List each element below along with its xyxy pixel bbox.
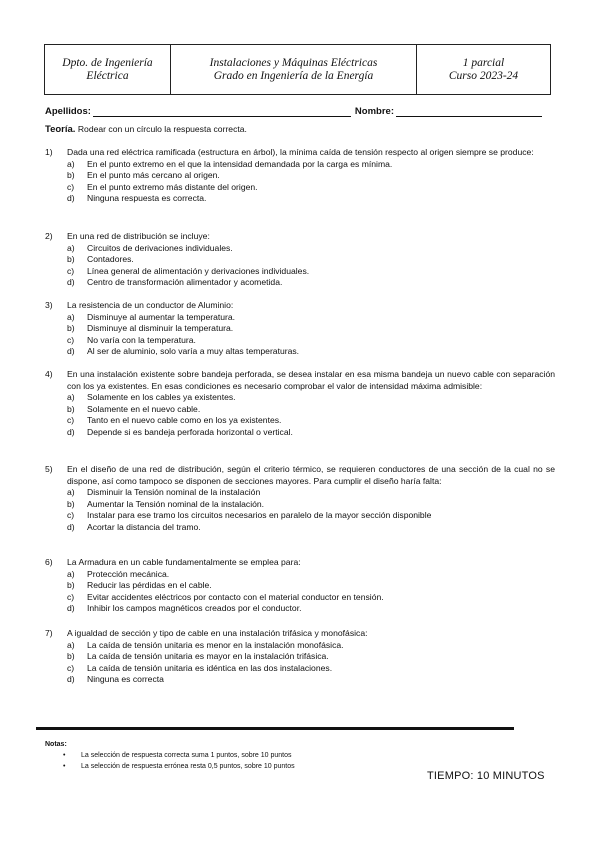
option-letter: b)	[67, 254, 75, 265]
answer-option[interactable]	[67, 312, 555, 324]
option-text: Línea general de alimentación y derivaciones individuales.	[87, 265, 310, 276]
option-letter: b)	[67, 580, 75, 591]
department-line-2: Eléctrica	[86, 69, 129, 82]
bullet-icon: •	[63, 763, 66, 770]
option-text: Solamente en el nuevo cable.	[87, 403, 201, 414]
course-cell	[171, 45, 417, 94]
option-text: En el punto extremo más distante del origen.	[87, 181, 258, 192]
answer-option[interactable]	[67, 510, 555, 522]
option-letter: d)	[67, 603, 75, 614]
question-3	[45, 300, 555, 358]
option-text: Circuitos de derivaciones individuales.	[87, 242, 233, 253]
option-text: Tanto en el nuevo cable como en los ya existentes.	[87, 415, 282, 426]
option-text: Disminuye al aumentar la temperatura.	[87, 311, 236, 322]
question-number: 6)	[45, 557, 53, 567]
answer-option[interactable]	[67, 266, 555, 278]
note-text: La selección de respuesta errónea resta 0,5 puntos, sobre 10 puntos	[81, 763, 295, 770]
surname-label: Apellidos:	[45, 106, 91, 117]
question-text: En el diseño de una red de distribución, según el criterio térmico, se requieren conductores de una sección de la cual no se dispone, así como tampoco se disponen de secciones mayores. Para cumplir el diseño haría falta:	[67, 464, 555, 486]
exam-cell	[417, 45, 550, 94]
question-text: En una instalación existente sobre bandeja perforada, se desea instalar en esa misma bandeja un nuevo cable con separación con los ya existentes. En esas condiciones es necesario comprobar el valor de intensidad máxima admisible:	[67, 369, 555, 391]
question-text: La Armadura en un cable fundamentalmente se emplea para:	[67, 557, 301, 567]
question-text: A igualdad de sección y tipo de cable en una instalación trifásica y monofásica:	[67, 628, 368, 638]
option-text: Solamente en los cables ya existentes.	[87, 392, 236, 403]
answer-option[interactable]	[67, 254, 555, 266]
exam-header	[44, 44, 551, 95]
question-text: En una red de distribución se incluye:	[67, 231, 210, 241]
question-6	[45, 557, 555, 615]
option-letter: c)	[67, 334, 75, 345]
option-text: Disminuir la Tensión nominal de la instalación	[87, 487, 261, 498]
answer-option[interactable]	[67, 323, 555, 335]
option-text: Aumentar la Tensión nominal de la instalación.	[87, 498, 265, 509]
answer-option[interactable]	[67, 243, 555, 255]
answer-option[interactable]	[67, 404, 555, 416]
question-number: 4)	[45, 369, 53, 379]
answer-option[interactable]	[67, 277, 555, 289]
answer-option[interactable]	[67, 522, 555, 534]
note-text: La selección de respuesta correcta suma 1 puntos, sobre 10 puntos	[81, 752, 292, 759]
option-text: La caída de tensión unitaria es idéntica en las dos instalaciones.	[87, 662, 333, 673]
option-text: Instalar para ese tramo los circuitos necesarios en paralelo de la mayor sección disponible	[87, 510, 432, 521]
option-letter: c)	[67, 510, 75, 521]
department-cell	[45, 45, 171, 94]
option-text: Inhibir los campos magnéticos creados por el conductor.	[87, 603, 302, 614]
option-letter: a)	[67, 639, 75, 650]
answer-option[interactable]	[67, 335, 555, 347]
option-letter: a)	[67, 392, 75, 403]
option-letter: b)	[67, 651, 75, 662]
option-text: Ninguna es correcta	[87, 674, 164, 685]
question-text: Dada una red eléctrica ramificada (estructura en árbol), la mínima caída de tensión respecto al origen siempre se produce:	[67, 147, 534, 157]
exam-line-2: Curso 2023-24	[448, 69, 519, 82]
question-5	[45, 464, 555, 534]
question-number: 3)	[45, 300, 53, 310]
option-letter: c)	[67, 662, 75, 673]
option-letter: d)	[67, 277, 75, 288]
answer-option[interactable]	[67, 159, 555, 171]
theory-instruction-text: Rodear con un círculo la respuesta correcta.	[77, 124, 247, 134]
option-text: Reducir las pérdidas en el cable.	[87, 580, 212, 591]
theory-instruction	[45, 124, 247, 135]
option-text: Protección mecánica.	[87, 568, 170, 579]
answer-option[interactable]	[67, 499, 555, 511]
question-text: La resistencia de un conductor de Aluminio:	[67, 300, 234, 310]
option-text: En el punto extremo en el que la intensidad demandada por la carga es mínima.	[87, 158, 393, 169]
bullet-icon: •	[63, 752, 66, 759]
question-number: 2)	[45, 231, 53, 241]
answer-option[interactable]	[67, 392, 555, 404]
option-text: La caída de tensión unitaria es menor en la instalación monofásica.	[87, 639, 344, 650]
option-letter: d)	[67, 193, 75, 204]
course-line-2: Grado en Ingeniería de la Energía	[213, 69, 374, 82]
answer-option[interactable]	[67, 663, 555, 675]
option-text: Contadores.	[87, 254, 134, 265]
department-line-1: Dpto. de Ingeniería	[62, 56, 153, 69]
course-line-1: Instalaciones y Máquinas Eléctricas	[209, 56, 378, 69]
option-letter: b)	[67, 323, 75, 334]
answer-option[interactable]	[67, 182, 555, 194]
student-name-row	[45, 103, 550, 117]
option-text: Depende si es bandeja perforada horizontal o vertical.	[87, 426, 293, 437]
option-text: Centro de transformación alimentador y acometida.	[87, 277, 283, 288]
surname-field[interactable]	[93, 106, 351, 117]
answer-option[interactable]	[67, 193, 555, 205]
answer-option[interactable]	[67, 487, 555, 499]
option-letter: a)	[67, 311, 75, 322]
option-letter: d)	[67, 346, 75, 357]
option-letter: a)	[67, 158, 75, 169]
question-number: 7)	[45, 628, 53, 638]
option-text: No varía con la temperatura.	[87, 334, 196, 345]
option-letter: d)	[67, 426, 75, 437]
question-1	[45, 147, 555, 205]
notes-section	[45, 739, 295, 772]
option-text: Disminuye al disminuir la temperatura.	[87, 323, 234, 334]
answer-option[interactable]	[67, 170, 555, 182]
option-text: La caída de tensión unitaria es mayor en la instalación trifásica.	[87, 651, 329, 662]
answer-option[interactable]	[67, 580, 555, 592]
note-item	[63, 750, 295, 761]
option-text: Al ser de aluminio, solo varía a muy altas temperaturas.	[87, 346, 300, 357]
option-letter: b)	[67, 403, 75, 414]
option-letter: c)	[67, 591, 75, 602]
option-text: Evitar accidentes eléctricos por contacto con el material conductor en tensión.	[87, 591, 384, 602]
exam-line-1: 1 parcial	[462, 56, 505, 69]
notes-title: Notas:	[45, 741, 67, 748]
option-letter: c)	[67, 415, 75, 426]
option-letter: a)	[67, 242, 75, 253]
name-label: Nombre:	[354, 106, 394, 117]
option-text: Acortar la distancia del tramo.	[87, 521, 201, 532]
question-number: 1)	[45, 147, 53, 157]
answer-option[interactable]	[67, 592, 555, 604]
question-number: 5)	[45, 464, 53, 474]
theory-label: Teoría.	[45, 124, 76, 135]
option-letter: c)	[67, 181, 75, 192]
question-7	[45, 628, 555, 686]
answer-option[interactable]	[67, 640, 555, 652]
option-text: Ninguna respuesta es correcta.	[87, 193, 207, 204]
answer-option[interactable]	[67, 674, 555, 686]
option-letter: d)	[67, 521, 75, 532]
footer-divider	[36, 727, 514, 730]
question-2	[45, 231, 555, 289]
answer-option[interactable]	[67, 651, 555, 663]
question-4	[45, 369, 555, 439]
option-letter: a)	[67, 568, 75, 579]
note-item	[63, 761, 295, 772]
option-text: En el punto más cercano al origen.	[87, 170, 220, 181]
option-letter: a)	[67, 487, 75, 498]
answer-option[interactable]	[67, 415, 555, 427]
option-letter: b)	[67, 170, 75, 181]
option-letter: d)	[67, 674, 75, 685]
answer-option[interactable]	[67, 603, 555, 615]
answer-option[interactable]	[67, 427, 555, 439]
option-letter: c)	[67, 265, 75, 276]
option-letter: b)	[67, 498, 75, 509]
time-limit: TIEMPO: 10 MINUTOS	[427, 770, 545, 782]
name-field[interactable]	[396, 106, 542, 117]
answer-option[interactable]	[67, 569, 555, 581]
answer-option[interactable]	[67, 346, 555, 358]
